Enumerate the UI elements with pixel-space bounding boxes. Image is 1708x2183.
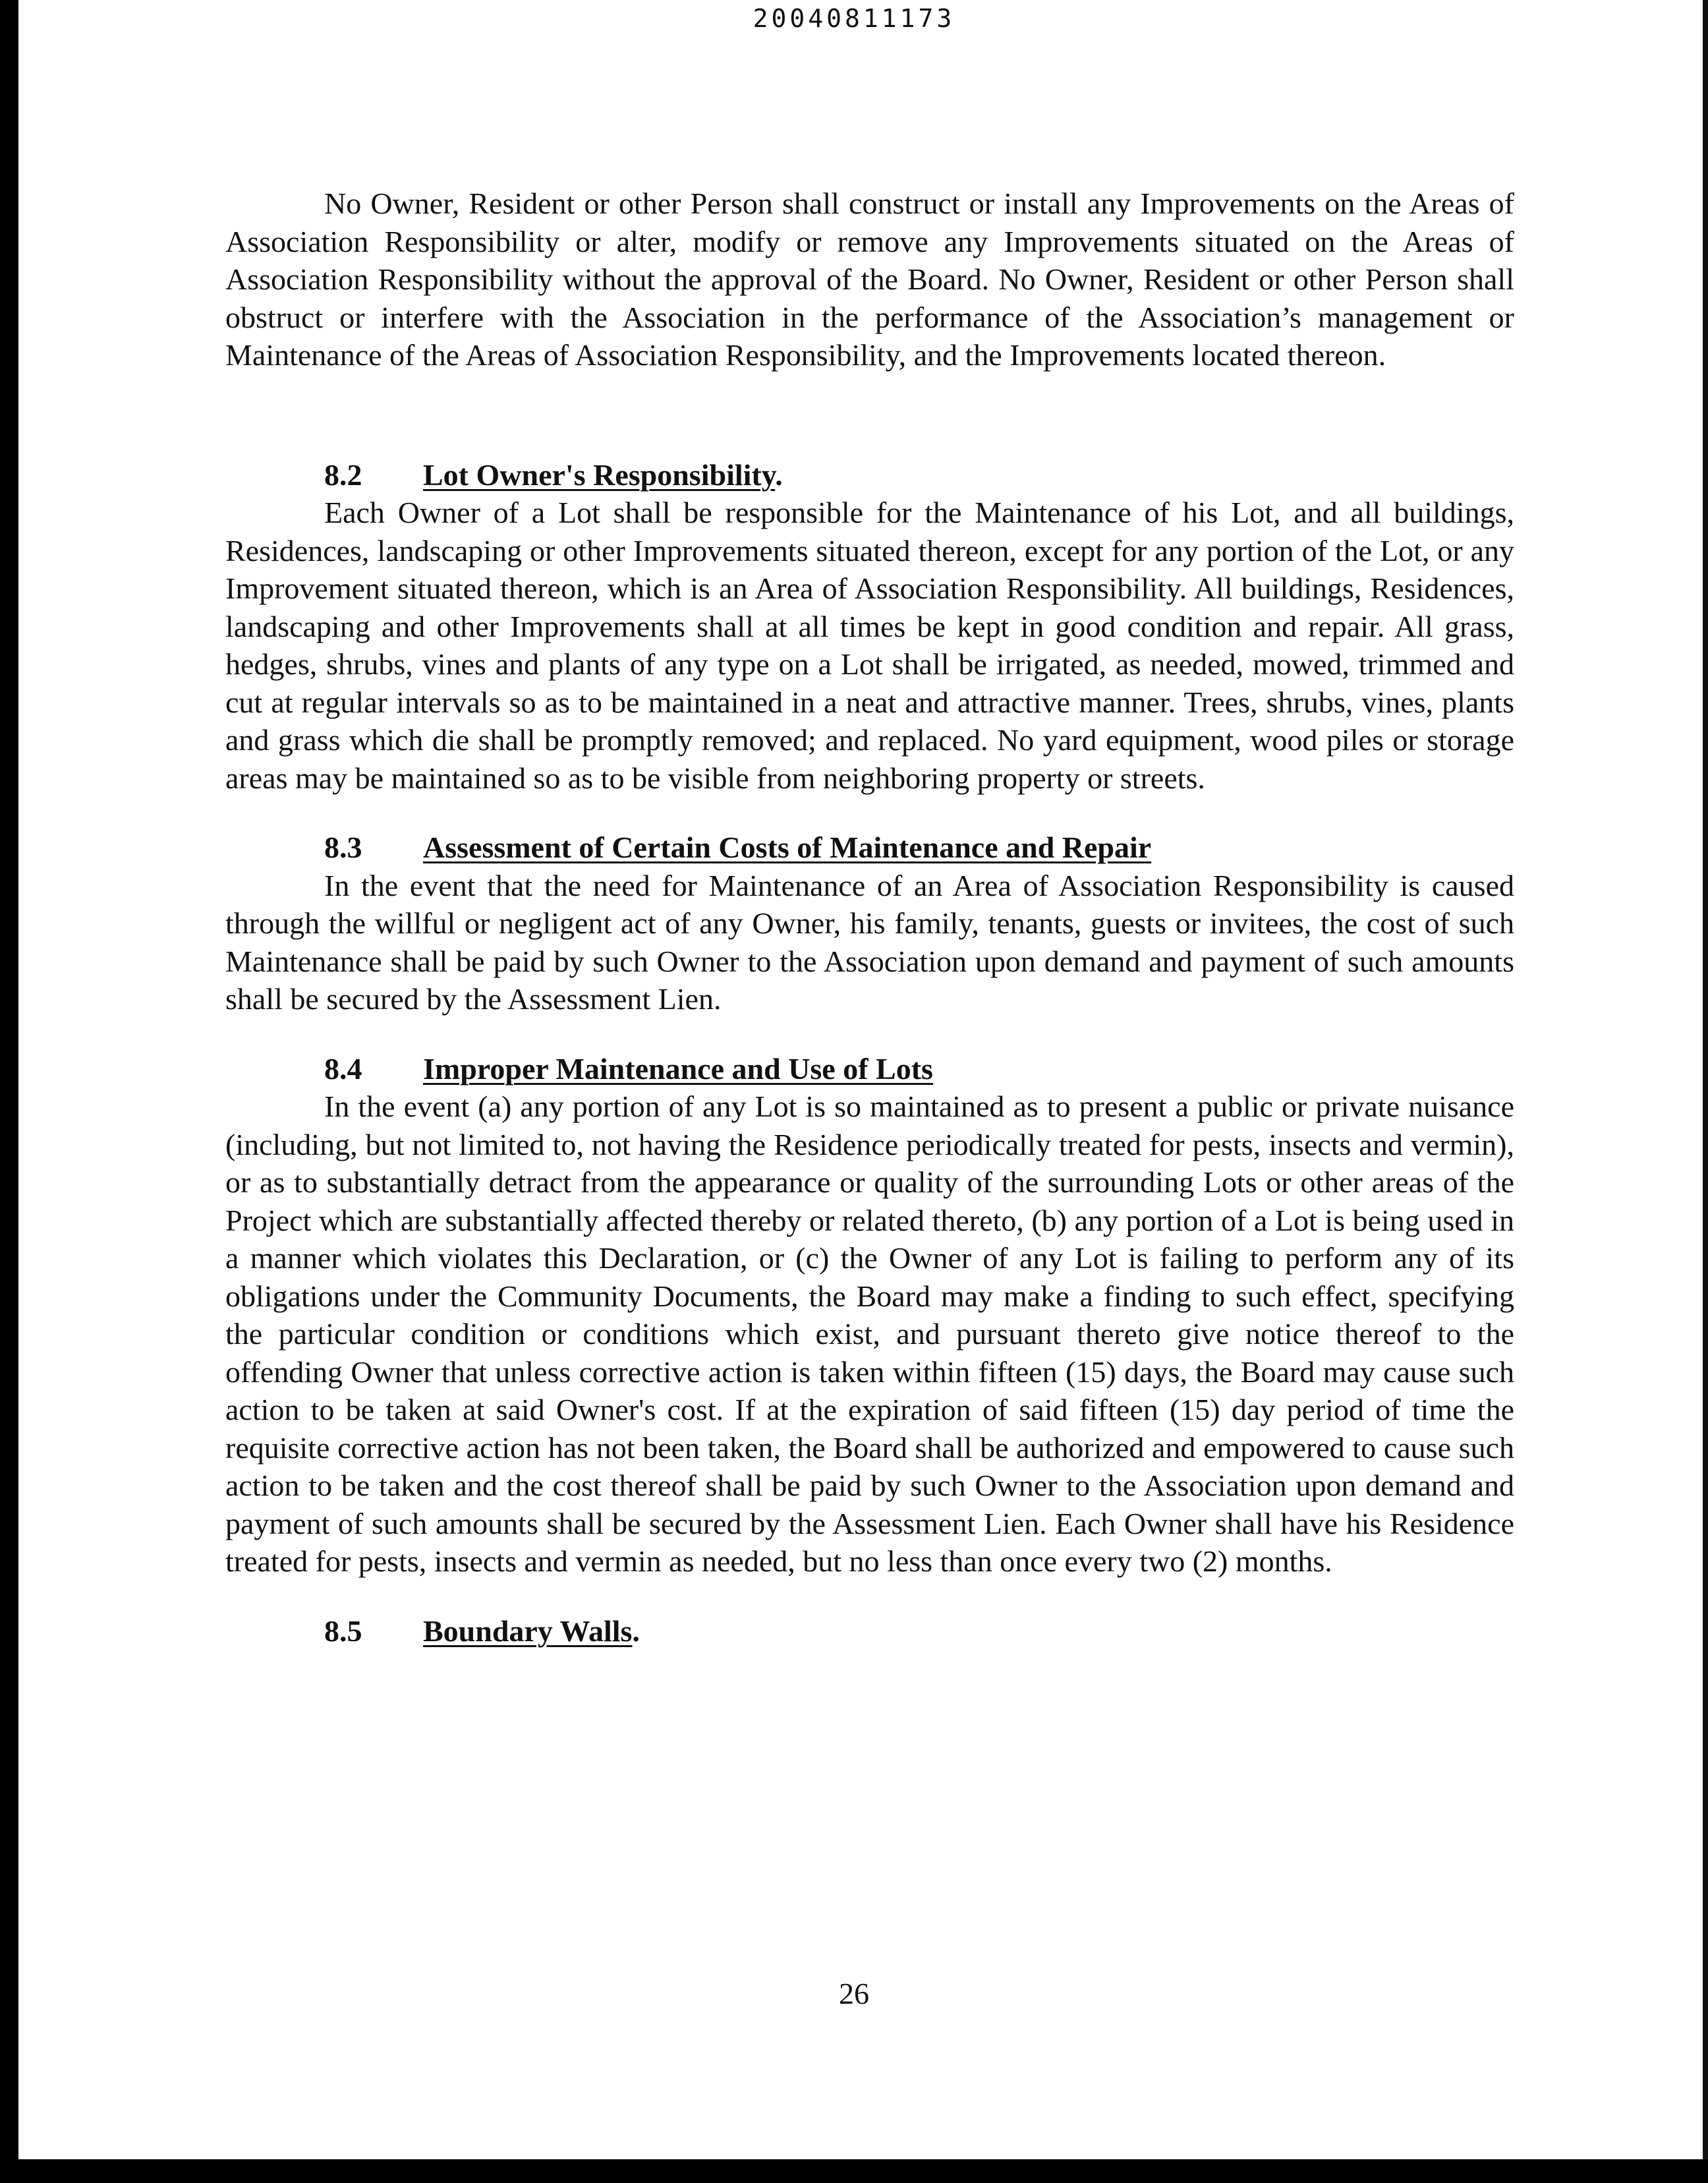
section-number: 8.5	[324, 1614, 362, 1648]
section-heading-8-5	[225, 1612, 1514, 1650]
section-title: Lot Owner's Responsibility	[423, 457, 776, 492]
document-id: 20040811173	[753, 4, 955, 33]
section-heading-8-4	[225, 1050, 1514, 1088]
section-title: Boundary Walls	[423, 1614, 633, 1648]
section-number: 8.3	[324, 830, 362, 864]
section-heading-8-2	[225, 456, 1514, 494]
section-number: 8.4	[324, 1051, 362, 1086]
section-title: Improper Maintenance and Use of Lots	[423, 1051, 933, 1086]
paragraph-intro: No Owner, Resident or other Person shall construct or install any Improvements on the Areas of Association Responsibility or alter, modify or remove any Improvements situated on the Areas of Association Responsibility without the approval of the Board. No Owner, Resident or other Person shall obstruct or interfere with the Association in the performance of the Association’s management or Maintenance of the Areas of Association Responsibility, and the Improvements located thereon.	[225, 187, 1514, 372]
section-number: 8.2	[324, 457, 362, 492]
section-title: Assessment of Certain Costs of Maintenance and Repair	[423, 830, 1152, 864]
page-number: 26	[839, 1977, 869, 2010]
section-heading-8-3	[225, 829, 1514, 867]
scan-border-bottom	[0, 2159, 1708, 2183]
section-title-trail: .	[775, 457, 783, 492]
scan-border-left	[0, 0, 18, 2183]
page-content	[225, 185, 1514, 1650]
paragraph-8-3: In the event that the need for Maintenance of an Area of Association Responsibility is caused through the willful or negligent act of any Owner, his family, tenants, guests or invitees, the cost of such Maintenance shall be paid by such Owner to the Association upon demand and payment of such amounts shall be secured by the Assessment Lien.	[225, 868, 1514, 1016]
section-title-trail: .	[632, 1614, 640, 1648]
paragraph-8-2: Each Owner of a Lot shall be responsible for the Maintenance of his Lot, and all buildings, Residences, landscaping or other Improvements situated thereon, except for any portion of the Lot, or any Improvement situated thereon, which is an Area of Association Responsibility. All buildings, Residences, landscaping and other Improvements shall at all times be kept in good condition and repair. All grass, hedges, shrubs, vines and plants of any type on a Lot shall be irrigated, as needed, mowed, trimmed and cut at regular intervals so as to be maintained in a neat and attractive manner. Trees, shrubs, vines, plants and grass which die shall be promptly removed; and replaced. No yard equipment, wood piles or storage areas may be maintained so as to be visible from neighboring property or streets.	[225, 496, 1514, 795]
paragraph-8-4: In the event (a) any portion of any Lot is so maintained as to present a public or private nuisance (including, but not limited to, not having the Residence periodically treated for pests, insects and vermin), or as to substantially detract from the appearance or quality of the surrounding Lots or other areas of the Project which are substantially affected thereby or related thereto, (b) any portion of a Lot is being used in a manner which violates this Declaration, or (c) the Owner of any Lot is failing to perform any of its obligations under the Community Documents, the Board may make a finding to such effect, specifying the particular condition or conditions which exist, and pursuant thereto give notice thereof to the offending Owner that unless corrective action is taken within fifteen (15) days, the Board may cause such action to be taken at said Owner's cost. If at the expiration of said fifteen (15) day period of time the requisite corrective action has not been taken, the Board shall be authorized and empowered to cause such action to be taken and the cost thereof shall be paid by such Owner to the Association upon demand and payment of such amounts shall be secured by the Assessment Lien. Each Owner shall have his Residence treated for pests, insects and vermin as needed, but no less than once every two (2) months.	[225, 1090, 1514, 1578]
scan-border-right	[1703, 0, 1708, 2183]
